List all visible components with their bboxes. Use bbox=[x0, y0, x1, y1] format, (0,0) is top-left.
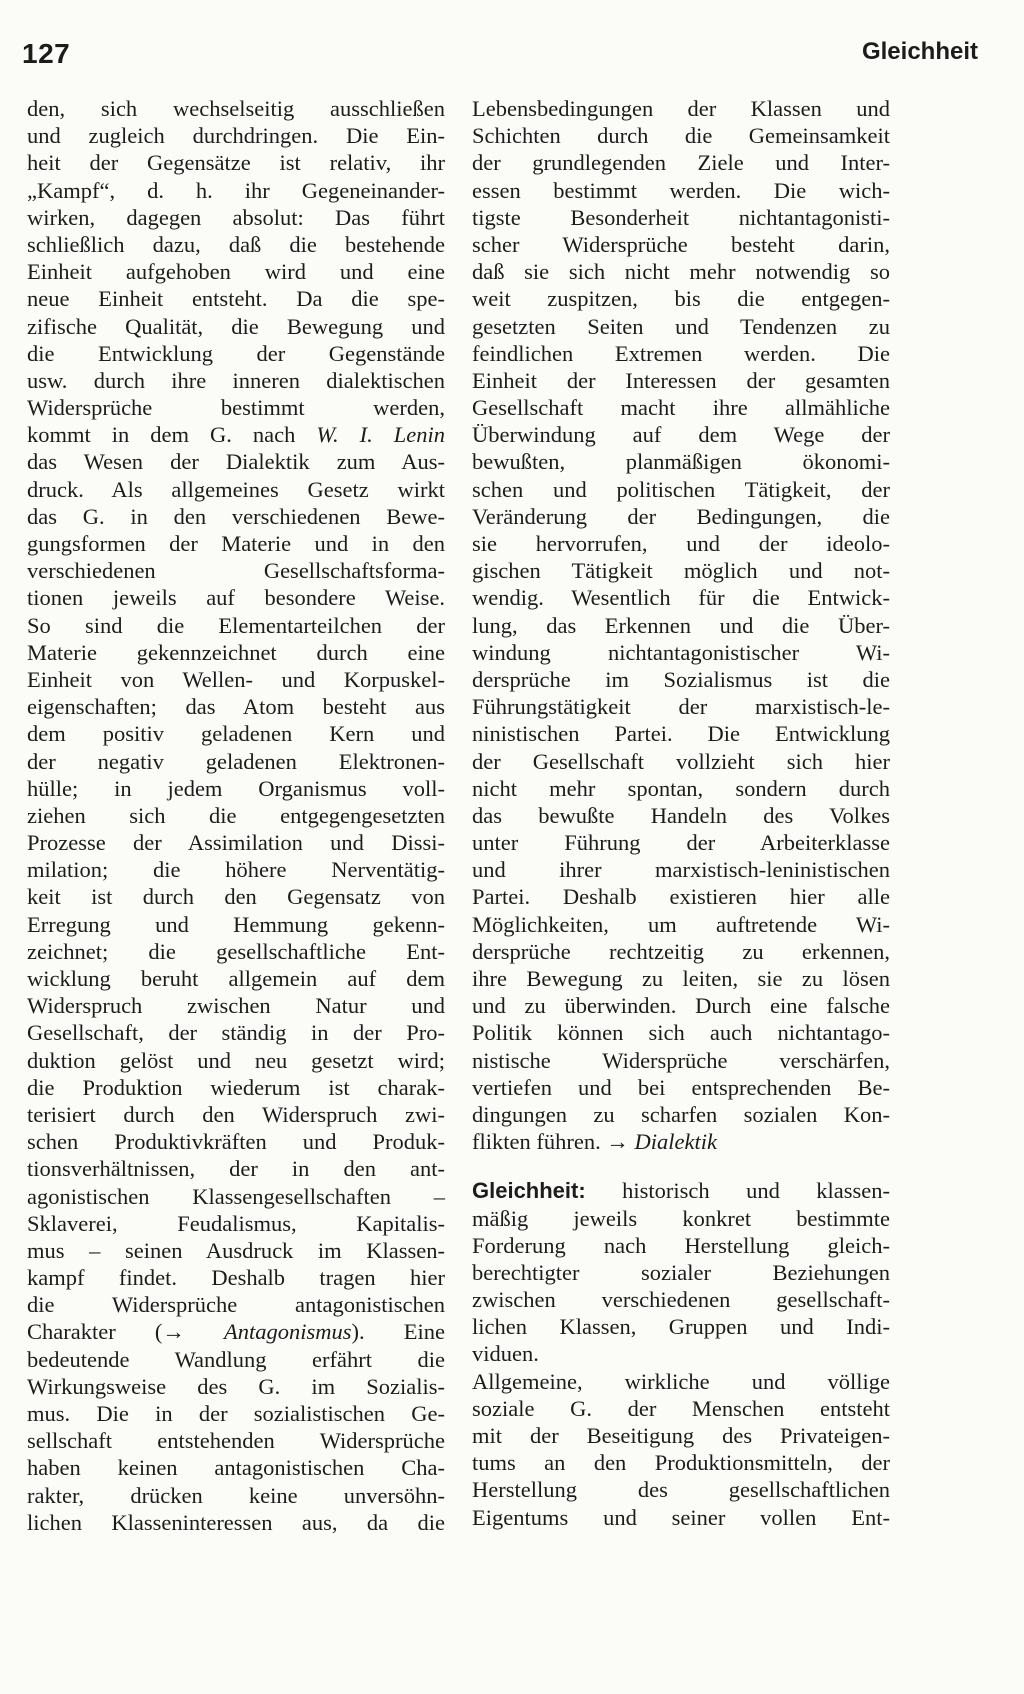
text-line: und zu überwinden. Durch eine falsche bbox=[472, 993, 890, 1019]
text-line: daß sie sich nicht mehr notwendig so bbox=[472, 259, 890, 285]
text-line: und zugleich durchdringen. Die Ein- bbox=[27, 123, 445, 149]
text-line: zifische Qualität, die Bewegung und bbox=[27, 313, 445, 339]
text-line: Politik können sich auch nichtantago- bbox=[472, 1020, 890, 1046]
text-line: So sind die Elementarteilchen der bbox=[27, 612, 445, 638]
text-line: das bewußte Handeln des Volkes bbox=[472, 802, 890, 828]
entry-gap bbox=[472, 1155, 890, 1177]
text-line: zwischen verschiedenen gesellschaft- bbox=[472, 1287, 890, 1313]
text-line: der Gesellschaft vollzieht sich hier bbox=[472, 748, 890, 774]
text-line: rakter, drücken keine unversöhn- bbox=[27, 1482, 445, 1508]
right-column-continuation bbox=[472, 95, 890, 1155]
text-line: Forderung nach Herstellung gleich- bbox=[472, 1232, 890, 1258]
entry-paragraph bbox=[472, 1368, 890, 1531]
text-line: flikten führen. → Dialektik bbox=[472, 1129, 717, 1155]
text-line: milation; die höhere Nerventätig- bbox=[27, 857, 445, 883]
text-line: Einheit von Wellen- und Korpuskel- bbox=[27, 666, 445, 692]
text-line: lichen Klassen, Gruppen und Indi- bbox=[472, 1314, 890, 1340]
text-line: mus. Die in der sozialistischen Ge- bbox=[27, 1401, 445, 1426]
text-line: Prozesse der Assimilation und Dissi- bbox=[27, 830, 445, 856]
text-line: der grundlegenden Ziele und Inter- bbox=[472, 150, 890, 176]
text-line: Charakter (→ Antagonismus). Eine bbox=[27, 1319, 445, 1345]
text-line: gesetzten Seiten und Tendenzen zu bbox=[472, 313, 890, 339]
text-line: mäßig jeweils konkret bestimmte bbox=[472, 1205, 890, 1231]
text-line: sellschaft entstehenden Widersprüche bbox=[27, 1428, 445, 1454]
text-line: Schichten durch die Gemeinsamkeit bbox=[472, 123, 890, 149]
text-line: ziehen sich die entgegengesetzten bbox=[27, 802, 445, 828]
text-line: eigenschaften; das Atom besteht aus bbox=[27, 694, 445, 720]
text-line: die Entwicklung der Gegenstände bbox=[27, 340, 445, 366]
text-line: „Kampf“, d. h. ihr Gegeneinander- bbox=[27, 177, 445, 203]
text-line: dem positiv geladenen Kern und bbox=[27, 721, 445, 747]
text-line: schen Produktivkräften und Produk- bbox=[27, 1129, 445, 1155]
text-line: Allgemeine, wirkliche und völlige bbox=[472, 1368, 890, 1394]
right-column bbox=[472, 95, 890, 1531]
page-header bbox=[22, 38, 978, 74]
text-line: mus – seinen Ausdruck im Klassen- bbox=[27, 1237, 445, 1263]
text-line: ninistischen Partei. Die Entwicklung bbox=[472, 721, 890, 747]
text-line: und ihrer marxistisch-leninistischen bbox=[472, 857, 890, 883]
text-line: dersprüche rechtzeitig zu erkennen, bbox=[472, 938, 890, 964]
text-line: die Produktion wiederum ist charak- bbox=[27, 1074, 445, 1100]
text-line: Überwindung auf dem Wege der bbox=[472, 422, 890, 448]
text-line: keit ist durch den Gegensatz von bbox=[27, 884, 445, 910]
text-line: schließlich dazu, daß die bestehende bbox=[27, 231, 445, 257]
text-line: kampf findet. Deshalb tragen hier bbox=[27, 1265, 445, 1291]
text-line: ihre Bewegung zu leiten, sie zu lösen bbox=[472, 966, 890, 991]
text-line: vertiefen und bei entsprechenden Be- bbox=[472, 1074, 890, 1100]
text-line: wirken, dagegen absolut: Das führt bbox=[27, 204, 445, 230]
text-line: bedeutende Wandlung erfährt die bbox=[27, 1346, 445, 1372]
text-line: Lebensbedingungen der Klassen und bbox=[472, 96, 890, 121]
text-line: feindlichen Extremen werden. Die bbox=[472, 340, 890, 366]
text-line: Einheit aufgehoben wird und eine bbox=[27, 259, 445, 285]
text-line: dingungen zu scharfen sozialen Kon- bbox=[472, 1101, 890, 1127]
text-line: windung nichtantagonistischer Wi- bbox=[472, 639, 890, 665]
text-line: tums an den Produktionsmitteln, der bbox=[472, 1450, 890, 1476]
text-line: das Wesen der Dialektik zum Aus- bbox=[27, 449, 445, 475]
text-line: bewußten, planmäßigen ökonomi- bbox=[472, 449, 890, 475]
text-line: duktion gelöst und neu gesetzt wird; bbox=[27, 1047, 445, 1073]
text-line: terisiert durch den Widerspruch zwi- bbox=[27, 1101, 445, 1127]
text-line: lichen Klasseninteressen aus, da die bbox=[27, 1509, 445, 1535]
text-line: die Widersprüche antagonistischen bbox=[27, 1292, 445, 1318]
text-line: unter Führung der Arbeiterklasse bbox=[472, 830, 890, 856]
entry-first-line-text: historisch und klassen- bbox=[622, 1178, 891, 1204]
text-line: hülle; in jedem Organismus voll- bbox=[27, 775, 445, 801]
text-line: der negativ geladenen Elektronen- bbox=[27, 748, 445, 774]
text-line: Widersprüche bestimmt werden, bbox=[27, 395, 445, 421]
text-line: Veränderung der Bedingungen, die bbox=[472, 503, 890, 529]
text-line: Materie gekennzeichnet durch eine bbox=[27, 639, 445, 665]
text-line: sie hervorrufen, und der ideolo- bbox=[472, 531, 890, 556]
text-line: tigste Besonderheit nichtantagonisti- bbox=[472, 204, 890, 230]
text-line: nicht mehr spontan, sondern durch bbox=[472, 775, 890, 801]
text-line: verschiedenen Gesellschaftsforma- bbox=[27, 558, 445, 584]
text-line: essen bestimmt werden. Die wich- bbox=[472, 177, 890, 203]
text-line: gischen Tätigkeit möglich und not- bbox=[472, 558, 890, 584]
text-line: haben keinen antagonistischen Cha- bbox=[27, 1455, 445, 1481]
text-line: den, sich wechselseitig ausschließen bbox=[27, 96, 445, 121]
text-line: scher Widersprüche besteht darin, bbox=[472, 231, 890, 257]
entry-first-line bbox=[472, 1177, 890, 1204]
text-line: Sklaverei, Feudalismus, Kapitalis- bbox=[27, 1210, 445, 1236]
text-line: wicklung beruht allgemein auf dem bbox=[27, 966, 445, 991]
left-column bbox=[27, 95, 445, 1536]
running-head: Gleichheit bbox=[861, 38, 978, 65]
text-line: neue Einheit entsteht. Da die spe- bbox=[27, 286, 445, 312]
text-line: Führungstätigkeit der marxistisch-le- bbox=[472, 694, 890, 720]
text-line: Gesellschaft macht ihre allmähliche bbox=[472, 395, 890, 421]
text-line: tionsverhältnissen, der in den ant- bbox=[27, 1156, 445, 1182]
text-line: Herstellung des gesellschaftlichen bbox=[472, 1477, 890, 1503]
text-line: druck. Als allgemeines Gesetz wirkt bbox=[27, 476, 445, 502]
text-line: soziale G. der Menschen entsteht bbox=[472, 1395, 890, 1421]
text-line: agonistischen Klassengesellschaften – bbox=[27, 1183, 445, 1209]
text-line: Wirkungsweise des G. im Sozialis- bbox=[27, 1373, 445, 1399]
text-line: Möglichkeiten, um auftretende Wi- bbox=[472, 911, 890, 937]
text-line: mit der Beseitigung des Privateigen- bbox=[472, 1423, 890, 1448]
text-line: Partei. Deshalb existieren hier alle bbox=[472, 884, 890, 910]
text-line: viduen. bbox=[472, 1341, 539, 1367]
text-line: Widerspruch zwischen Natur und bbox=[27, 993, 445, 1019]
text-line: Gesellschaft, der ständig in der Pro- bbox=[27, 1020, 445, 1046]
text-line: gungsformen der Materie und in den bbox=[27, 531, 445, 556]
text-line: kommt in dem G. nach W. I. Lenin bbox=[27, 422, 446, 448]
text-line: usw. durch ihre inneren dialektischen bbox=[27, 367, 445, 393]
text-line: heit der Gegensätze ist relativ, ihr bbox=[27, 150, 445, 176]
entry-definition bbox=[472, 1205, 890, 1368]
text-line: Einheit der Interessen der gesamten bbox=[472, 367, 890, 393]
text-line: tionen jeweils auf besondere Weise. bbox=[27, 585, 445, 611]
text-line: Eigentums und seiner vollen Ent- bbox=[472, 1504, 890, 1530]
text-line: schen und politischen Tätigkeit, der bbox=[472, 476, 890, 502]
text-line: Erregung und Hemmung gekenn- bbox=[27, 911, 445, 937]
text-line: zeichnet; die gesellschaftliche Ent- bbox=[27, 938, 445, 964]
entry-headword: Gleichheit: bbox=[472, 1178, 586, 1204]
text-line: nistische Widersprüche verschärfen, bbox=[472, 1047, 890, 1073]
text-line: weit zuspitzen, bis die entgegen- bbox=[472, 286, 890, 312]
text-line: dersprüche im Sozialismus ist die bbox=[472, 666, 890, 692]
text-line: wendig. Wesentlich für die Entwick- bbox=[472, 585, 890, 611]
page-number: 127 bbox=[22, 38, 71, 69]
text-line: lung, das Erkennen und die Über- bbox=[472, 612, 890, 638]
text-line: berechtigter sozialer Beziehungen bbox=[472, 1259, 890, 1285]
text-line: das G. in den verschiedenen Bewe- bbox=[27, 503, 445, 529]
